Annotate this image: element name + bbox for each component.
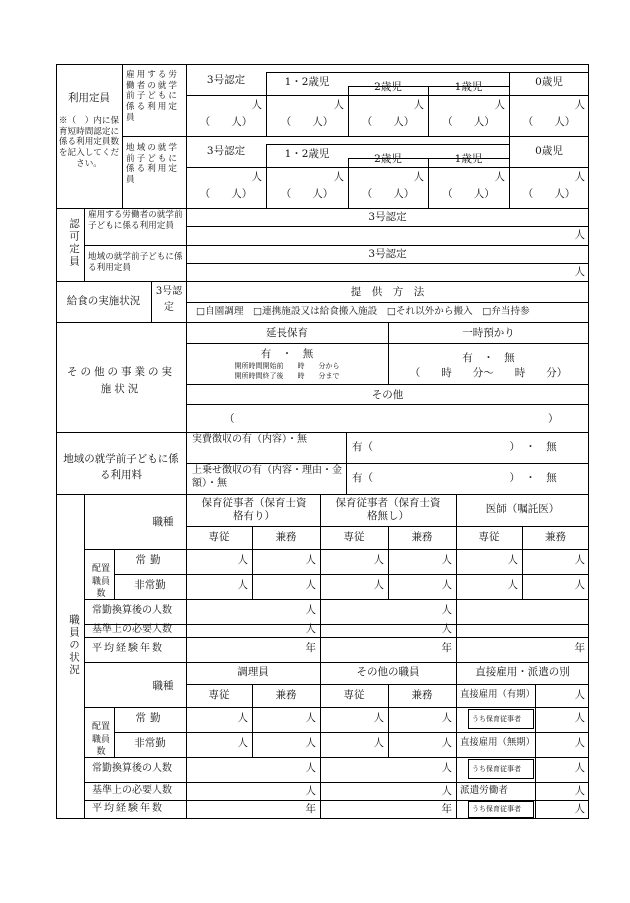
u-pt-4[interactable]: 人 bbox=[441, 579, 452, 591]
approved-regional-label: 地域の就学前子どもに係る利用定員 bbox=[88, 252, 183, 273]
cap2-unit-0[interactable]: 人 bbox=[574, 171, 585, 183]
cap2-col-12: 1・2歳児 bbox=[284, 148, 330, 160]
direct-fixed-unit[interactable]: 人 bbox=[574, 689, 585, 701]
l-converted-label: 常勤換算後の人数 bbox=[92, 763, 172, 774]
cap2-short-12[interactable]: （ 人） bbox=[280, 188, 334, 200]
approved-unit-employee[interactable]: 人 bbox=[574, 229, 585, 241]
cap1-short-3go[interactable]: （ 人） bbox=[199, 116, 253, 128]
staff-group-doctor: 医師（嘱託医） bbox=[485, 503, 560, 515]
l-ft-4[interactable]: 人 bbox=[441, 712, 452, 724]
fee-title: 地域の就学前子どもに係る利用料 bbox=[63, 453, 179, 481]
temporary-yes-no[interactable]: 有 ・ 無 bbox=[462, 352, 515, 364]
u-required-label: 基準上の必要人数 bbox=[92, 624, 172, 635]
l-fulltime-label: 常勤 bbox=[135, 712, 165, 724]
l-pt-3[interactable]: 人 bbox=[373, 737, 384, 749]
l-pt-2[interactable]: 人 bbox=[305, 737, 316, 749]
fee-actual-cost-value[interactable]: 有（ ） ・ 無 bbox=[352, 441, 557, 453]
cap2-short-0[interactable]: （ 人） bbox=[522, 188, 576, 200]
temporary-hours[interactable]: （ 時 分〜 時 分） bbox=[409, 367, 568, 379]
staff-group-cook: 調理員 bbox=[237, 666, 269, 678]
meal-title: 給食の実施状況 bbox=[66, 295, 141, 307]
cap1-unit-2[interactable]: 人 bbox=[413, 99, 424, 111]
cap2-short-2[interactable]: （ 人） bbox=[361, 188, 415, 200]
u-experience-label: 平均経験年数 bbox=[92, 643, 164, 654]
capacity-note: ※（ ）内に保育短時間認定に係る利用定員数を記入してください。 bbox=[58, 116, 120, 169]
u-full-3: 専従 bbox=[478, 531, 500, 543]
cap2-col-2: 2歳児 bbox=[374, 153, 402, 165]
cap2-unit-3go[interactable]: 人 bbox=[251, 171, 262, 183]
cap2-short-3go[interactable]: （ 人） bbox=[199, 188, 253, 200]
capacity-regional-label: 地域の就学前子どもに係る利用定員 bbox=[126, 143, 179, 186]
u-part-3: 兼務 bbox=[545, 531, 566, 543]
l-pt-4[interactable]: 人 bbox=[441, 737, 452, 749]
u-conv-2[interactable]: 人 bbox=[441, 604, 452, 616]
u-exp-3[interactable]: 年 bbox=[574, 642, 585, 654]
u-full-1: 専従 bbox=[208, 531, 230, 543]
u-conv-1[interactable]: 人 bbox=[305, 604, 316, 616]
staff-title: 職員の状況 bbox=[68, 614, 80, 677]
direct-open-of-which: うち保育従事者 bbox=[472, 765, 521, 773]
cap1-col-1: 1歳児 bbox=[454, 81, 483, 93]
l-deployment-label: 配置職員数 bbox=[91, 722, 110, 758]
l-req-1[interactable]: 人 bbox=[305, 785, 316, 797]
other-title: その他の事業の実施状況 bbox=[67, 366, 175, 395]
u-ft-4[interactable]: 人 bbox=[441, 554, 452, 566]
l-part-1: 兼務 bbox=[275, 689, 297, 701]
l-ft-3[interactable]: 人 bbox=[373, 712, 384, 724]
u-full-2: 専従 bbox=[343, 531, 365, 543]
l-req-2[interactable]: 人 bbox=[441, 785, 452, 797]
extended-end[interactable]: 開所時間終了後 時 分まで bbox=[234, 372, 340, 380]
cap1-short-12[interactable]: （ 人） bbox=[280, 116, 334, 128]
u-exp-1[interactable]: 年 bbox=[305, 642, 316, 654]
l-exp-2[interactable]: 年 bbox=[441, 803, 452, 815]
other-misc-close[interactable]: ） bbox=[548, 413, 559, 425]
direct-fixed-label: 直接雇用（有期） bbox=[460, 689, 536, 700]
u-parttime-label: 非常勤 bbox=[134, 579, 166, 591]
other-misc-label: その他 bbox=[371, 389, 404, 401]
u-converted-label: 常勤換算後の人数 bbox=[92, 605, 172, 616]
cap1-col-2: 2歳児 bbox=[374, 81, 402, 93]
cap1-col-3go: 3号認定 bbox=[206, 74, 246, 86]
cap2-unit-1[interactable]: 人 bbox=[494, 171, 505, 183]
l-full-2: 専従 bbox=[343, 689, 365, 701]
l-conv-1[interactable]: 人 bbox=[305, 762, 316, 774]
direct-open-unit[interactable]: 人 bbox=[574, 737, 585, 749]
approved-employee-label: 雇用する労働者の就学前子どもに係る利用定員 bbox=[88, 210, 183, 231]
fee-extra-charge-label: 上乗せ徴収の有（内容・理由・金額）・無 bbox=[192, 465, 342, 489]
u-ft-6[interactable]: 人 bbox=[574, 554, 585, 566]
meal-options[interactable]: □自園調理 □連携施設又は給食搬入施設 □それ以外から搬入 □弁当持参 bbox=[196, 306, 530, 317]
approved-col-regional: 3号認定 bbox=[368, 248, 407, 260]
extended-care-label: 延長保育 bbox=[266, 327, 308, 339]
cap1-short-1[interactable]: （ 人） bbox=[442, 116, 495, 128]
dispatch-of-which-unit[interactable]: 人 bbox=[574, 803, 585, 815]
u-part-2: 兼務 bbox=[411, 531, 433, 543]
l-ft-1[interactable]: 人 bbox=[237, 712, 248, 724]
u-pt-5[interactable]: 人 bbox=[507, 579, 518, 591]
capacity-title: 利用定員 bbox=[68, 92, 110, 104]
l-parttime-label: 非常勤 bbox=[134, 737, 166, 749]
l-full-1: 専従 bbox=[208, 689, 230, 701]
staff-job-type-2: 職種 bbox=[152, 680, 174, 692]
staff-group-nursery-certified: 保育従事者（保育士資格有り） bbox=[201, 497, 307, 522]
u-pt-6[interactable]: 人 bbox=[574, 579, 585, 591]
approved-unit-regional[interactable]: 人 bbox=[574, 266, 585, 278]
direct-open-of-which-unit[interactable]: 人 bbox=[574, 762, 585, 774]
l-ft-2[interactable]: 人 bbox=[305, 712, 316, 724]
cap1-short-0[interactable]: （ 人） bbox=[522, 116, 576, 128]
cap2-col-1: 1歳児 bbox=[454, 153, 483, 165]
u-exp-2[interactable]: 年 bbox=[441, 642, 452, 654]
dispatch-of-which: うち保育従事者 bbox=[472, 805, 521, 813]
capacity-employee-label: 雇用する労働者の就学前子どもに係る利用定員 bbox=[126, 70, 179, 123]
other-misc-open[interactable]: （ bbox=[224, 413, 235, 425]
cap1-col-12: 1・2歳児 bbox=[284, 76, 330, 88]
approved-col-employee: 3号認定 bbox=[368, 211, 407, 223]
fee-extra-charge-value[interactable]: 有（ ） ・ 無 bbox=[352, 472, 557, 484]
staff-group-nursery-uncertified: 保育従事者（保育士資格無し） bbox=[335, 497, 441, 522]
u-ft-1[interactable]: 人 bbox=[237, 554, 248, 566]
cap2-unit-2[interactable]: 人 bbox=[413, 171, 424, 183]
direct-fixed-of-which: うち保育従事者 bbox=[472, 715, 521, 723]
dispatch-label: 派遣労働者 bbox=[460, 785, 508, 796]
u-deployment-label: 配置職員数 bbox=[91, 564, 110, 600]
dispatch-unit[interactable]: 人 bbox=[574, 785, 585, 797]
u-pt-2[interactable]: 人 bbox=[305, 579, 316, 591]
extended-yes-no[interactable]: 有 ・ 無 bbox=[260, 348, 314, 360]
cap1-unit-1[interactable]: 人 bbox=[494, 99, 505, 111]
direct-open-label: 直接雇用（無期） bbox=[460, 737, 536, 748]
u-req-2[interactable]: 人 bbox=[441, 623, 452, 635]
temporary-care-label: 一時預かり bbox=[462, 327, 515, 339]
fee-actual-cost-label: 実費徴収の有（内容）・無 bbox=[192, 434, 307, 445]
cap1-unit-0[interactable]: 人 bbox=[574, 99, 585, 111]
extended-start[interactable]: 開所時間開始前 時 分から bbox=[234, 362, 340, 370]
staff-job-type-1: 職種 bbox=[152, 516, 174, 528]
l-part-2: 兼務 bbox=[411, 689, 433, 701]
cap1-unit-3go[interactable]: 人 bbox=[251, 99, 262, 111]
meal-header: 提 供 方 法 bbox=[350, 286, 425, 298]
cap1-short-2[interactable]: （ 人） bbox=[361, 116, 415, 128]
cap2-short-1[interactable]: （ 人） bbox=[442, 188, 495, 200]
u-ft-2[interactable]: 人 bbox=[305, 554, 316, 566]
u-req-1[interactable]: 人 bbox=[305, 623, 316, 635]
l-pt-1[interactable]: 人 bbox=[237, 737, 248, 749]
l-experience-label: 平均経験年数 bbox=[92, 803, 164, 814]
l-conv-2[interactable]: 人 bbox=[441, 762, 452, 774]
u-pt-3[interactable]: 人 bbox=[373, 579, 384, 591]
u-pt-1[interactable]: 人 bbox=[237, 579, 248, 591]
meal-sub: 3号認定 bbox=[155, 286, 183, 313]
cap2-col-0: 0歳児 bbox=[535, 145, 563, 157]
staff-group-employment: 直接雇用・派遣の別 bbox=[475, 666, 570, 678]
approved-title: 認可定員 bbox=[68, 218, 80, 268]
staff-group-other: その他の職員 bbox=[356, 666, 420, 678]
u-part-1: 兼務 bbox=[275, 531, 297, 543]
cap2-col-3go: 3号認定 bbox=[206, 145, 246, 157]
cap1-unit-12[interactable]: 人 bbox=[333, 99, 344, 111]
l-exp-1[interactable]: 年 bbox=[305, 803, 316, 815]
direct-fixed-of-which-unit[interactable]: 人 bbox=[574, 712, 585, 724]
u-ft-3[interactable]: 人 bbox=[373, 554, 384, 566]
cap1-col-0: 0歳児 bbox=[535, 76, 563, 88]
u-fulltime-label: 常勤 bbox=[135, 554, 165, 566]
u-ft-5[interactable]: 人 bbox=[507, 554, 518, 566]
l-required-label: 基準上の必要人数 bbox=[92, 785, 172, 796]
cap2-unit-12[interactable]: 人 bbox=[333, 171, 344, 183]
